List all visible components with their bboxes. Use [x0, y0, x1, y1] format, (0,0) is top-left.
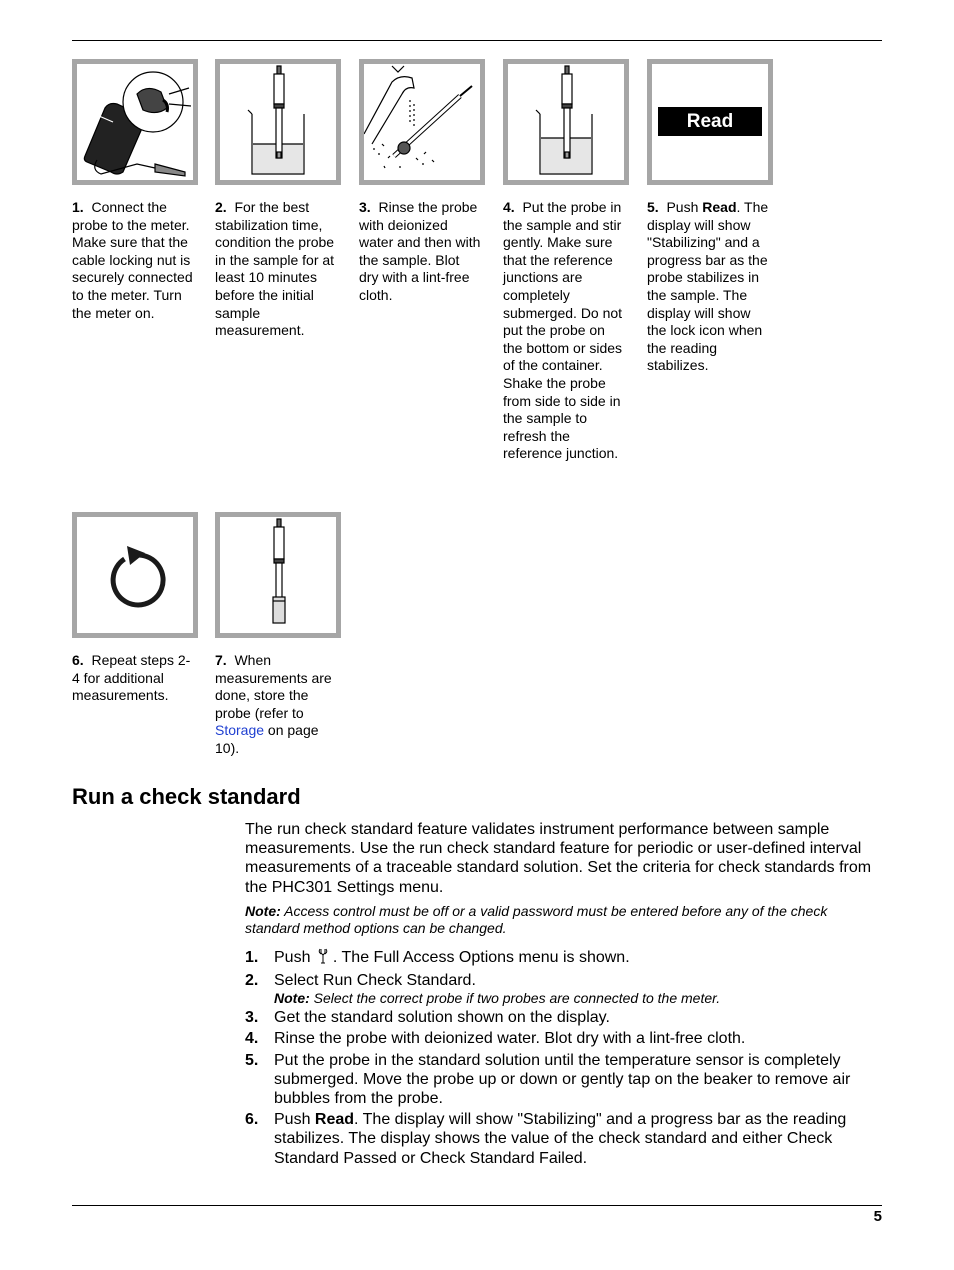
rinse-probe-illustration	[359, 59, 485, 185]
step-1-text: 1. Connect the probe to the meter. Make sure that the cable locking nut is securely connected to the meter. Turn the meter on.	[72, 199, 193, 321]
stored-probe-illustration	[215, 512, 341, 638]
procedure-list	[245, 948, 877, 1168]
procedure-step: 5. Put the probe in the standard solution until the temperature sensor is completely submerged. Move the probe up or down or gently tap on the beaker to remove air bubbles from the probe.	[245, 1051, 851, 1108]
step-1	[72, 59, 198, 322]
step-6	[72, 512, 198, 705]
step-2	[215, 59, 341, 340]
meter-connect-illustration	[72, 59, 198, 185]
procedure-step: 2. Select Run Check Standard. Note: Select the correct probe if two probes are connected to the meter.	[245, 971, 877, 1006]
repeat-icon	[72, 512, 198, 638]
step-7-text: 7. When measurements are done, store the probe (refer to Storage on page 10).	[215, 652, 332, 756]
probe-in-beaker-illustration	[215, 59, 341, 185]
section-body	[245, 820, 877, 1170]
read-button-illustration	[647, 59, 773, 185]
step-3	[359, 59, 485, 305]
access-note: Note: Access control must be off or a valid password must be entered before any of the check standard method options can be changed.	[245, 902, 828, 937]
procedure-step: 1. Push . The Full Access Options menu is shown.	[245, 948, 877, 969]
section-title: Run a check standard	[72, 784, 301, 809]
step-5-text: 5. Push Read. The display will show "Stabilizing" and a progress bar as the probe stabilizes in the sample. The display will show the lock icon when the reading stabilizes.	[647, 199, 769, 374]
bottom-rule	[72, 1205, 882, 1206]
top-rule	[72, 40, 882, 41]
read-key: Read	[658, 107, 762, 136]
wrench-icon	[317, 948, 331, 969]
storage-link[interactable]: Storage	[215, 722, 265, 739]
procedure-step: 6. Push Read. The display will show "Stabilizing" and a progress bar as the reading stabilizes. The display shows the value of the check standard and either Check Standard Passed or Check Standard Failed.	[245, 1111, 847, 1167]
probe-note: Note: Select the correct probe if two probes are connected to the meter.	[274, 990, 721, 1007]
procedure-step: 4. Rinse the probe with deionized water. Blot dry with a lint-free cloth.	[245, 1030, 746, 1048]
step-6-text: 6. Repeat steps 2-4 for additional measurements.	[72, 652, 191, 704]
step-4	[503, 59, 629, 463]
step-7	[215, 512, 341, 758]
step-2-text: 2. For the best stabilization time, condition the probe in the sample for at least 10 minutes before the initial sample measurement.	[215, 199, 335, 339]
page-number: 5	[873, 1208, 882, 1225]
step-5	[647, 59, 773, 375]
probe-in-beaker-illustration	[503, 59, 629, 185]
section-intro: The run check standard feature validates instrument performance between sample measurements. Use the run check standard feature for periodic or user-defined interval measurements of a traceable standard solution. Set the criteria for check standards from the PHC301 Settings menu.	[245, 821, 872, 896]
step-3-text: 3. Rinse the probe with deionized water and then with the sample. Blot dry with a lint-free cloth.	[359, 199, 481, 303]
procedure-step: 3. Get the standard solution shown on the display.	[245, 1009, 610, 1027]
step-4-text: 4. Put the probe in the sample and stir gently. Make sure that the reference junctions are completely submerged. Do not put the probe on the bottom or sides of the container. Shake the probe from side to side in the sample to refresh the reference junction.	[503, 199, 623, 462]
